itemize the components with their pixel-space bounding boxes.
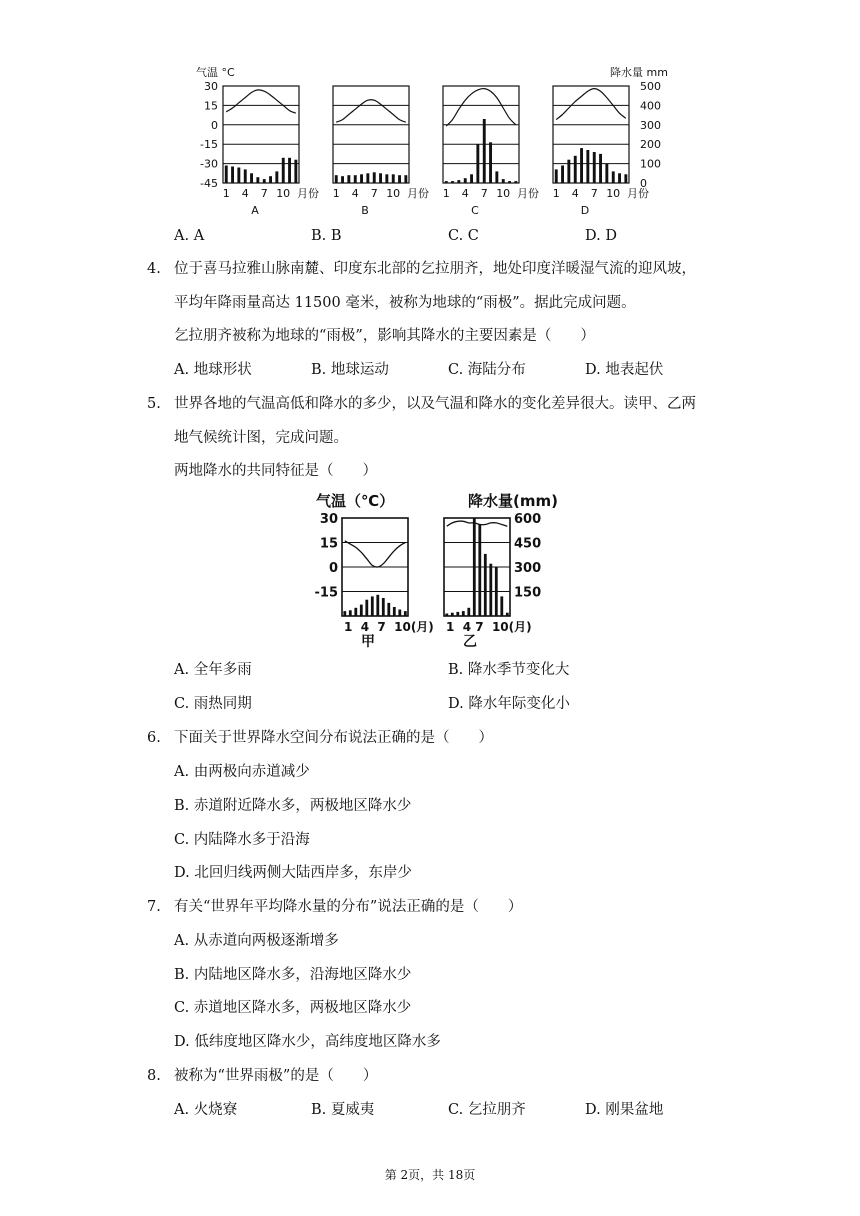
precip-bar	[555, 169, 558, 183]
precip-bar	[567, 160, 570, 183]
q5-option-d[interactable]: D. 降水年际变化小	[448, 696, 570, 712]
chart-panel-c	[443, 86, 539, 217]
precip-tick-label: 0	[640, 177, 647, 190]
precip-bar	[457, 180, 460, 183]
precip-bar	[256, 177, 259, 183]
precip-bar	[451, 613, 454, 616]
jia-x-ticks: 1 4 7 10(月)	[344, 620, 434, 634]
month-tick-label: 1	[332, 187, 340, 200]
precip-bar	[462, 611, 465, 616]
precip-bar	[445, 181, 448, 183]
precip-bar	[269, 176, 272, 183]
q5-number: 5.	[147, 396, 161, 412]
q8-question: 被称为“世界雨极”的是（ ）	[174, 1068, 378, 1084]
precip-tick-label: 150	[514, 585, 542, 601]
temperature-curve	[345, 541, 406, 567]
precip-tick-label: 100	[640, 157, 661, 171]
q7-question: 有关“世界年平均降水量的分布”说法正确的是（ ）	[174, 899, 523, 915]
precip-bar	[373, 172, 376, 183]
q7-number: 7.	[147, 899, 161, 915]
precip-bar	[451, 181, 454, 183]
precip-bar	[376, 595, 379, 616]
precip-bar	[263, 179, 266, 183]
temp-tick-label: 15	[204, 99, 218, 113]
month-tick-label: 4	[351, 187, 359, 200]
month-tick-label: 7	[260, 187, 268, 200]
temp-tick-label: -45	[200, 177, 218, 190]
precip-bar	[502, 179, 505, 183]
q6-option-d[interactable]: D. 北回归线两侧大陆西岸多，东岸少	[174, 865, 412, 881]
precip-axis-label: 降水量 mm	[610, 66, 668, 79]
panel-label: A	[251, 204, 259, 217]
precip-bar	[506, 613, 509, 616]
q4-option-b[interactable]: B. 地球运动	[311, 362, 389, 378]
q3-option-d[interactable]: D. D	[585, 228, 617, 244]
yi-x-ticks: 1 4 7 10(月)	[446, 620, 532, 634]
precip-bar	[599, 154, 602, 183]
temp-tick-label: 0	[328, 561, 338, 576]
q3-option-c[interactable]: C. C	[448, 228, 479, 244]
temp-tick-label: 15	[319, 536, 338, 552]
q4-stem-line1: 位于喜马拉雅山脉南麓、印度东北部的乞拉朋齐，地处印度洋暖湿气流的迎风坡，	[174, 261, 696, 277]
jia-temp-tick-labels	[315, 512, 339, 601]
precip-bar	[382, 598, 385, 616]
precip-tick-label: 300	[514, 561, 542, 576]
precip-bar	[476, 144, 479, 183]
month-tick-label: 1	[442, 187, 450, 200]
precip-bar	[489, 142, 492, 183]
precip-bar	[574, 156, 577, 183]
precip-bar	[612, 171, 615, 183]
month-tick-label: 1	[552, 187, 560, 200]
precip-bar	[294, 160, 297, 183]
climate-charts-jia-yi	[308, 490, 568, 650]
precip-bar	[343, 611, 346, 616]
temp-tick-label: 30	[319, 512, 338, 527]
month-unit-label: 月份	[627, 187, 649, 200]
q5-stem-line2: 地气候统计图，完成问题。	[174, 430, 348, 446]
precip-bar	[478, 525, 481, 617]
panel-frame	[223, 86, 299, 183]
q7-option-a[interactable]: A. 从赤道向两极逐渐增多	[174, 933, 339, 949]
panel-label: B	[361, 204, 369, 217]
precip-bar	[354, 608, 357, 616]
month-tick-label: 4	[461, 187, 469, 200]
precip-bar	[495, 567, 498, 616]
month-tick-label: 7	[590, 187, 598, 200]
precip-bar	[593, 152, 596, 183]
chart-panels	[223, 86, 649, 217]
precip-bar	[288, 158, 291, 183]
precip-bar	[244, 169, 247, 183]
temperature-curve	[446, 89, 516, 127]
temperature-curve	[447, 521, 508, 526]
q7-option-d[interactable]: D. 低纬度地区降水少，高纬度地区降水多	[174, 1034, 441, 1050]
precip-bar	[349, 610, 352, 616]
month-tick-label: 10	[276, 187, 291, 200]
precip-bar	[508, 181, 511, 183]
q8-number: 8.	[147, 1068, 161, 1084]
temperature-curve	[556, 89, 626, 120]
page-footer: 第 2页，共 18页	[384, 1168, 476, 1182]
month-tick-label: 10	[386, 187, 401, 200]
precip-bar	[470, 174, 473, 183]
q8-option-a[interactable]: A. 火烧寮	[174, 1102, 238, 1118]
precip-bar	[371, 596, 374, 616]
jia-temp-label: 气温（℃）	[316, 492, 395, 510]
temperature-curve	[226, 90, 296, 113]
q4-number: 4.	[147, 261, 161, 277]
q3-option-b[interactable]: B. B	[311, 228, 342, 244]
precip-bar	[347, 175, 350, 183]
precip-bar	[624, 174, 627, 183]
month-tick-label: 7	[480, 187, 488, 200]
precip-bar	[341, 176, 344, 183]
month-unit-label: 月份	[407, 187, 429, 200]
q4-option-a[interactable]: A. 地球形状	[174, 362, 252, 378]
month-unit-label: 月份	[517, 187, 539, 200]
precip-bar	[489, 564, 492, 616]
precip-bar	[484, 554, 487, 616]
precip-bar	[483, 119, 486, 183]
precip-bar	[360, 605, 363, 616]
precip-tick-label: 200	[640, 138, 661, 152]
panel-label: D	[580, 204, 590, 217]
precip-bar	[467, 608, 470, 616]
month-tick-label: 10	[606, 187, 621, 200]
precip-bar	[473, 518, 476, 616]
precip-bar	[360, 174, 363, 183]
temp-tick-label: -15	[314, 585, 338, 601]
precip-bar	[404, 611, 407, 616]
precip-bar	[605, 164, 608, 183]
temp-tick-label: 0	[211, 118, 218, 132]
yi-precip-label: 降水量(mm)	[468, 492, 558, 510]
q8-option-d[interactable]: D. 刚果盆地	[585, 1102, 664, 1118]
precip-bar	[464, 178, 467, 183]
q4-option-d[interactable]: D. 地表起伏	[585, 362, 664, 378]
precip-bar	[392, 174, 395, 183]
q8-option-b[interactable]: B. 夏威夷	[311, 1102, 375, 1118]
q4-question: 乞拉朋齐被称为地球的“雨极”，影响其降水的主要因素是（ ）	[174, 328, 595, 344]
precip-bar	[231, 167, 234, 184]
precip-tick-label: 300	[640, 118, 661, 132]
climate-charts-abcd	[190, 62, 680, 220]
precip-bar	[393, 607, 396, 616]
panel-frame	[443, 86, 519, 183]
q5-option-a[interactable]: A. 全年多雨	[174, 662, 252, 678]
precip-bar	[366, 173, 369, 183]
q3-option-a[interactable]: A. A	[174, 228, 205, 244]
q7-option-b[interactable]: B. 内陆地区降水多，沿海地区降水少	[174, 967, 412, 983]
precip-bar	[354, 175, 357, 183]
precip-bar	[385, 174, 388, 183]
q8-option-c[interactable]: C. 乞拉朋齐	[448, 1102, 526, 1118]
precip-tick-label: 600	[514, 512, 542, 527]
precip-bar	[365, 600, 368, 616]
q4-stem-line2: 平均年降雨量高达 11500 毫米，被称为地球的“雨极”。据此完成问题。	[174, 295, 636, 311]
yi-precip-tick-labels	[514, 512, 541, 601]
q6-question: 下面关于世界降水空间分布说法正确的是（ ）	[174, 730, 493, 746]
chart-panel-a	[223, 86, 319, 217]
precip-bar	[495, 171, 498, 183]
q4-option-c[interactable]: C. 海陆分布	[448, 362, 526, 378]
panel-frame	[553, 86, 629, 183]
precip-tick-label: 500	[640, 80, 661, 93]
precip-bar	[580, 148, 583, 183]
q6-option-c[interactable]: C. 内陆降水多于沿海	[174, 832, 310, 848]
q6-option-a[interactable]: A. 由两极向赤道减少	[174, 764, 310, 780]
temp-axis-label: 气温 °C	[196, 66, 235, 79]
precip-tick-label: 400	[640, 99, 661, 113]
precip-bar	[387, 603, 390, 616]
q5-option-c[interactable]: C. 雨热同期	[174, 696, 252, 712]
precip-bar	[445, 614, 448, 617]
temp-tick-label: -30	[200, 157, 218, 171]
month-tick-label: 4	[571, 187, 579, 200]
panel-label: C	[471, 204, 479, 217]
q5-question: 两地降水的共同特征是（ ）	[174, 463, 377, 479]
temperature-curve	[336, 100, 406, 122]
precip-bar	[586, 150, 589, 183]
precip-tick-label: 450	[514, 536, 542, 552]
precip-bar	[250, 173, 253, 183]
month-tick-label: 1	[222, 187, 230, 200]
temp-tick-label: 30	[204, 80, 218, 93]
precip-bar	[275, 171, 278, 183]
panel-frame	[333, 86, 409, 183]
precip-bar	[237, 168, 240, 184]
q5-stem-line1: 世界各地的气温高低和降水的多少，以及气温和降水的变化差异很大。读甲、乙两	[174, 396, 696, 412]
precip-bar	[618, 173, 621, 183]
month-tick-label: 10	[496, 187, 511, 200]
precip-bar	[398, 610, 401, 617]
precip-tick-labels	[640, 80, 661, 190]
precip-bar	[225, 166, 228, 184]
temp-tick-labels	[200, 80, 218, 190]
precip-bar	[335, 175, 338, 183]
precip-bar	[398, 175, 401, 183]
precip-bar	[456, 612, 459, 616]
month-unit-label: 月份	[297, 187, 319, 200]
precip-bar	[514, 181, 517, 183]
precip-bar	[379, 173, 382, 183]
q7-option-c[interactable]: C. 赤道地区降水多，两极地区降水少	[174, 1000, 412, 1016]
temp-tick-label: -15	[200, 138, 218, 152]
panel-label: 乙	[463, 634, 477, 650]
panel-label: 甲	[361, 634, 375, 650]
q5-option-b[interactable]: B. 降水季节变化大	[448, 662, 570, 678]
q6-option-b[interactable]: B. 赤道附近降水多，两极地区降水少	[174, 798, 412, 814]
chart-panel-b	[333, 86, 429, 217]
precip-bar	[282, 158, 285, 183]
precip-bar	[500, 596, 503, 616]
month-tick-label: 4	[241, 187, 249, 200]
precip-bar	[404, 175, 407, 183]
chart-panel-d	[553, 86, 649, 217]
precip-bar	[561, 166, 564, 184]
month-tick-label: 7	[370, 187, 378, 200]
q6-number: 6.	[147, 730, 161, 746]
